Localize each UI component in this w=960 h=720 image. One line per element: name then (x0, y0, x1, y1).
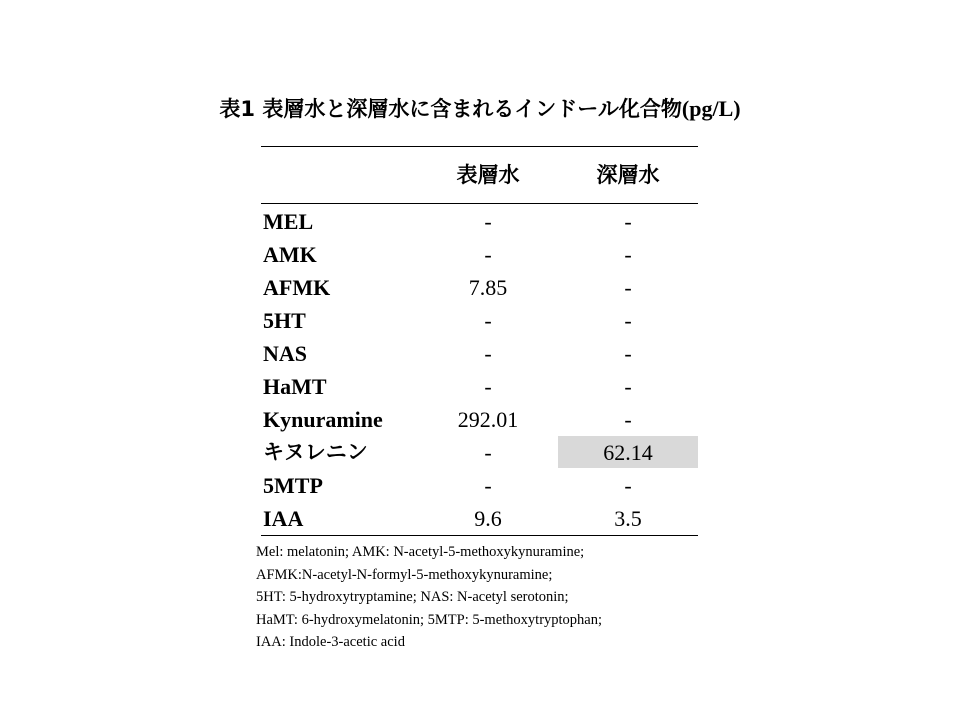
footnote-line: 5HT: 5-hydroxytryptamine; NAS: N-acetyl serotonin; (256, 589, 569, 605)
row-label-hamt: HaMT (263, 374, 327, 399)
cell-kynuramine-deep: - (624, 407, 632, 432)
row-label-5mtp: 5MTP (263, 473, 323, 498)
row-label-kynurenine: キヌレニン (263, 440, 368, 464)
footnote-line: IAA: Indole-3-acetic acid (256, 634, 405, 650)
cell-afmk-deep: - (624, 275, 632, 300)
cell-afmk-surface: 7.85 (468, 275, 508, 300)
cell-kynurenine-deep: 62.14 (603, 440, 653, 465)
cell-5mtp-deep: - (624, 473, 632, 498)
row-label-iaa: IAA (263, 506, 304, 531)
cell-5ht-surface: - (484, 308, 492, 333)
cell-5ht-deep: - (624, 308, 632, 333)
row-label-afmk: AFMK (263, 275, 331, 300)
row-label-5ht: 5HT (263, 308, 306, 333)
cell-amk-deep: - (624, 242, 632, 267)
header-rule (261, 203, 698, 204)
cell-amk-surface: - (484, 242, 492, 267)
cell-hamt-surface: - (484, 374, 492, 399)
cell-iaa-surface: 9.6 (474, 506, 502, 531)
top-rule (261, 146, 698, 147)
bottom-rule (261, 535, 698, 536)
footnote-line: HaMT: 6-hydroxymelatonin; 5MTP: 5-methoxytryptophan; (256, 611, 603, 628)
cell-nas-deep: - (624, 341, 632, 366)
cell-iaa-deep: 3.5 (614, 506, 642, 531)
column-header-surface: 表層水 (456, 163, 520, 187)
row-label-amk: AMK (263, 242, 317, 267)
row-label-mel: MEL (263, 209, 314, 234)
cell-hamt-deep: - (624, 374, 632, 399)
cell-nas-surface: - (484, 341, 492, 366)
table-title-main: 表1 表層水と深層水に含まれるインドール化合物 (219, 97, 682, 121)
cell-mel-deep: - (624, 209, 632, 234)
column-header-deep: 深層水 (596, 163, 660, 187)
row-label-nas: NAS (263, 341, 308, 366)
row-label-kynuramine: Kynuramine (263, 407, 383, 432)
table-title (0, 93, 960, 123)
footnote (256, 541, 602, 654)
cell-kynurenine-surface: - (484, 440, 492, 465)
cell-kynuramine-surface: 292.01 (457, 407, 519, 432)
cell-5mtp-surface: - (484, 473, 492, 498)
cell-mel-surface: - (484, 209, 492, 234)
footnote-line: AFMK:N-acetyl-N-formyl-5-methoxykynuramine; (256, 566, 553, 583)
footnote-line: Mel: melatonin; AMK: N-acetyl-5-methoxykynuramine; (256, 544, 585, 560)
table-title-unit: (pg/L) (681, 96, 741, 121)
